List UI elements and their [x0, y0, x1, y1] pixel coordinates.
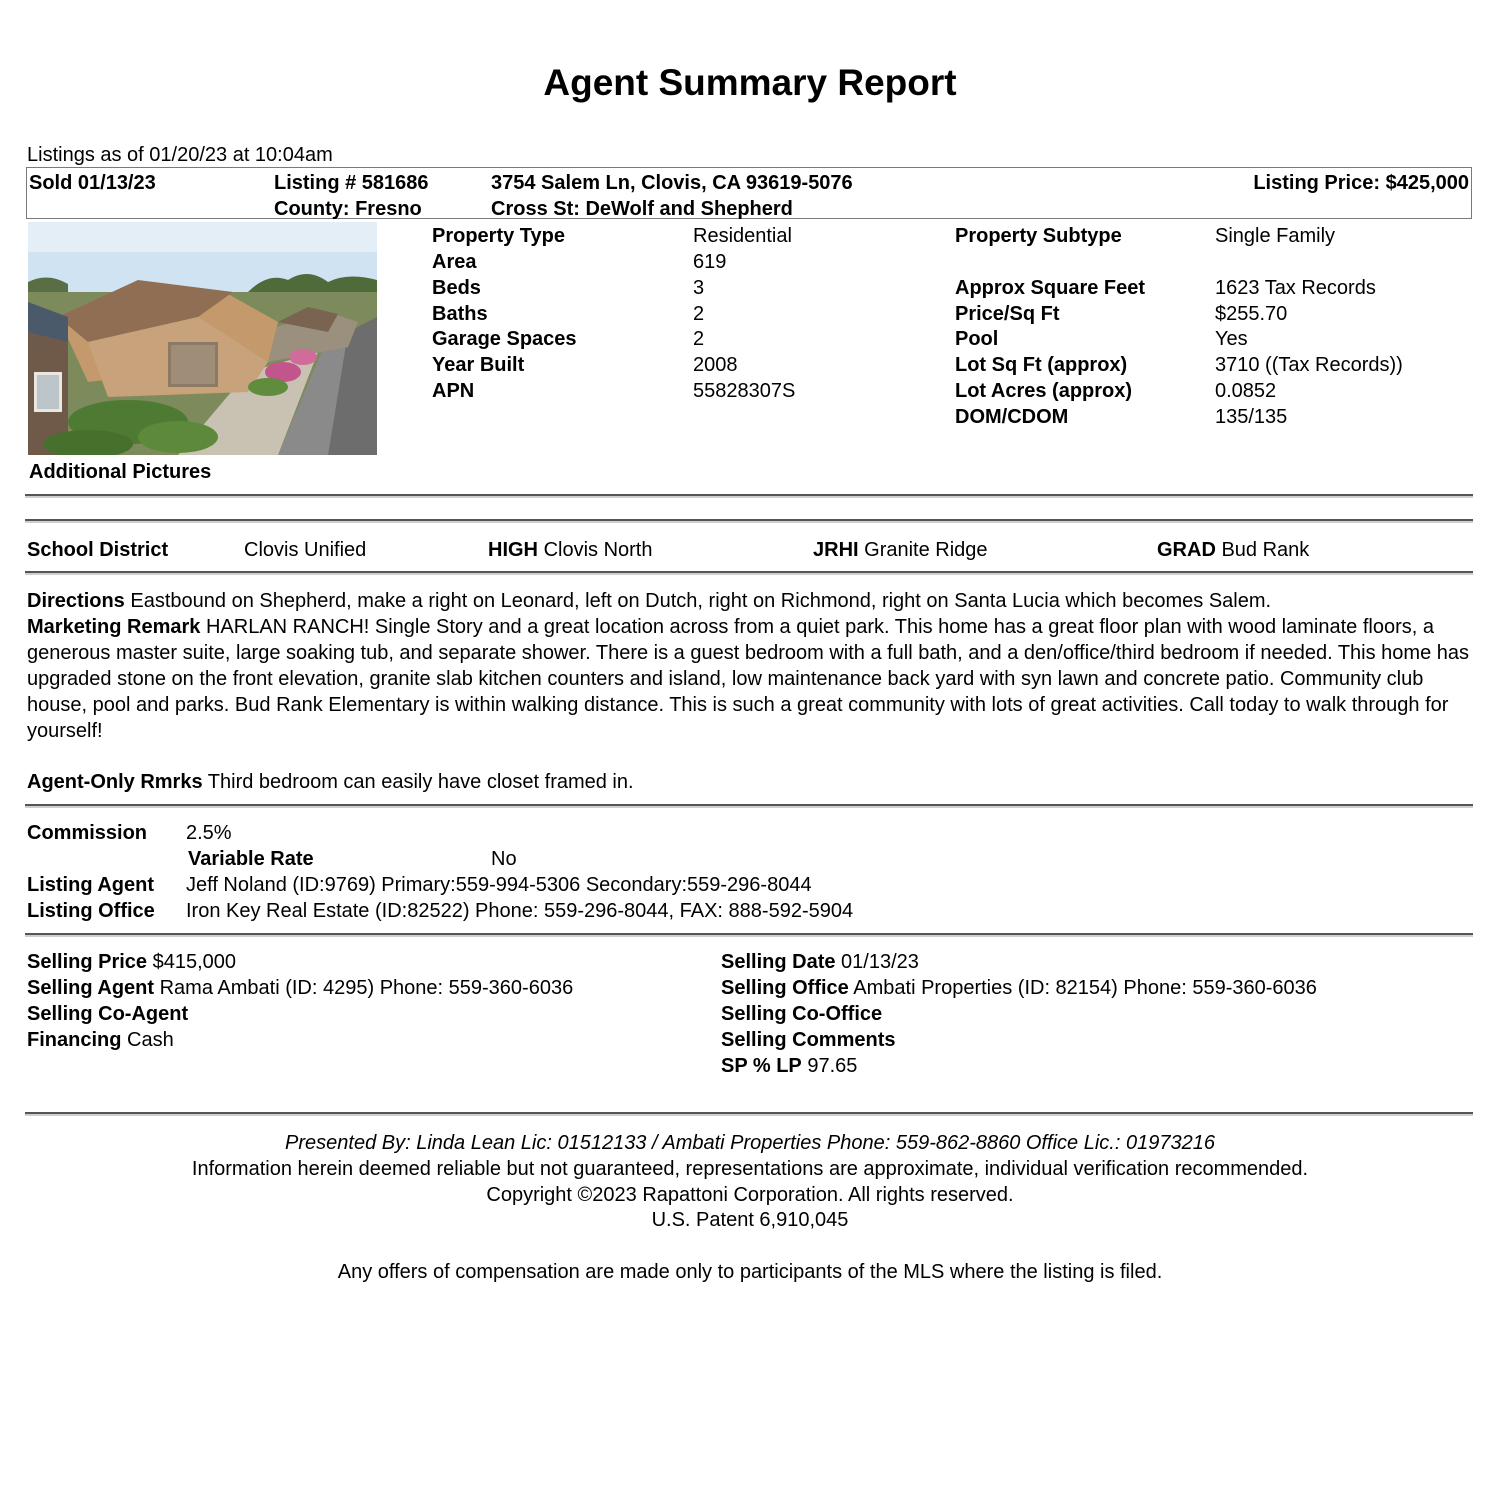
grad-value: Bud Rank [1221, 539, 1310, 561]
high-label: HIGH [488, 539, 538, 561]
detail-label: Area [432, 251, 477, 273]
house-photo-illustration [28, 222, 377, 455]
listing-agent-label: Listing Agent [27, 874, 155, 896]
detail-value: 3 [693, 277, 705, 299]
directions-text: Eastbound on Shepherd, make a right on Leonard, left on Dutch, right on Richmond, right on Santa Lucia which becomes Salem. [130, 590, 1272, 612]
selling-agent [27, 976, 573, 1000]
selling-comments-label: Selling Comments [721, 1029, 896, 1051]
detail-label: Baths [432, 303, 488, 325]
sp-lp [721, 1054, 857, 1078]
detail-value: 135/135 [1215, 406, 1288, 428]
directions-label: Directions [27, 590, 125, 612]
detail-label: Garage Spaces [432, 328, 577, 350]
detail-label: DOM/CDOM [955, 406, 1069, 428]
selling-office-label: Selling Office [721, 977, 849, 999]
sp-lp-value: 97.65 [807, 1055, 858, 1077]
county: County: Fresno [274, 198, 422, 220]
detail-value: 55828307S [693, 380, 796, 402]
commission-label: Commission [27, 822, 148, 844]
detail-label: APN [432, 380, 475, 402]
patent: U.S. Patent 6,910,045 [651, 1209, 849, 1231]
presented-by: Presented By: Linda Lean Lic: 01512133 / Ambati Properties Phone: 559-862-8860 Office Lic.: 01973216 [285, 1132, 1215, 1154]
selling-agent-value: Rama Ambati (ID: 4295) Phone: 559-360-6036 [159, 977, 574, 999]
detail-value: 0.0852 [1215, 380, 1277, 402]
grad-label: GRAD [1157, 539, 1216, 561]
agent-only-label: Agent-Only Rmrks [27, 771, 203, 793]
detail-label: Lot Sq Ft (approx) [955, 354, 1128, 376]
financing-label: Financing [27, 1029, 122, 1051]
selling-co-office-label: Selling Co-Office [721, 1003, 883, 1025]
listing-price: Listing Price: $425,000 [1253, 172, 1469, 194]
listing-header [26, 167, 1472, 219]
detail-label: Year Built [432, 354, 525, 376]
financing-value: Cash [127, 1029, 174, 1051]
detail-value: $255.70 [1215, 303, 1288, 325]
detail-value: Yes [1215, 328, 1248, 350]
selling-date-value: 01/13/23 [841, 951, 919, 973]
detail-value: 1623 Tax Records [1215, 277, 1376, 299]
financing [27, 1028, 174, 1052]
divider [25, 519, 1473, 521]
address: 3754 Salem Ln, Clovis, CA 93619-5076 [491, 172, 853, 194]
detail-value: 619 [693, 251, 727, 273]
detail-label: Lot Acres (approx) [955, 380, 1133, 402]
divider [25, 1112, 1473, 1114]
marketing-label: Marketing Remark [27, 616, 201, 638]
detail-value: Residential [693, 225, 792, 247]
compensation-notice: Any offers of compensation are made only to participants of the MLS where the listing is filed. [337, 1261, 1163, 1283]
school-district-label: School District [27, 539, 169, 561]
detail-label: Property Subtype [955, 225, 1122, 247]
listing-office-value: Iron Key Real Estate (ID:82522) Phone: 559-296-8044, FAX: 888-592-5904 [186, 900, 854, 922]
jr-high-school [813, 538, 988, 562]
cross-street: Cross St: DeWolf and Shepherd [491, 198, 793, 220]
agent-only-remarks [27, 769, 1479, 795]
detail-value: 2008 [693, 354, 738, 376]
jrhi-label: JRHI [813, 539, 859, 561]
high-value: Clovis North [543, 539, 653, 561]
selling-price-label: Selling Price [27, 951, 148, 973]
divider [25, 804, 1473, 806]
sp-lp-label: SP % LP [721, 1055, 802, 1077]
detail-label: Beds [432, 277, 481, 299]
detail-value: 2 [693, 303, 705, 325]
marketing-remark [27, 614, 1475, 744]
variable-rate-label: Variable Rate [188, 848, 314, 870]
detail-value: 2 [693, 328, 705, 350]
selling-office [721, 976, 1317, 1000]
detail-value: Single Family [1215, 225, 1336, 247]
commission-value: 2.5% [186, 822, 232, 844]
divider [25, 933, 1473, 935]
divider [25, 571, 1473, 573]
selling-co-agent-label: Selling Co-Agent [27, 1003, 189, 1025]
disclaimer: Information herein deemed reliable but not guaranteed, representations are approximate, individual verification recommended. [191, 1158, 1309, 1180]
grade-school [1157, 538, 1309, 562]
selling-price [27, 950, 236, 974]
variable-rate-value: No [491, 848, 517, 870]
school-district-value: Clovis Unified [244, 539, 367, 561]
jrhi-value: Granite Ridge [864, 539, 988, 561]
detail-value: 3710 ((Tax Records)) [1215, 354, 1403, 376]
listing-status: Sold 01/13/23 [29, 172, 156, 194]
selling-agent-label: Selling Agent [27, 977, 155, 999]
detail-label: Approx Square Feet [955, 277, 1146, 299]
detail-label: Property Type [432, 225, 565, 247]
detail-label: Pool [955, 328, 999, 350]
listing-office-label: Listing Office [27, 900, 155, 922]
selling-office-value: Ambati Properties (ID: 82154) Phone: 559-360-6036 [853, 977, 1317, 999]
listing-number: Listing # 581686 [274, 172, 429, 194]
marketing-text: HARLAN RANCH! Single Story and a great location across from a quiet park. This home has a great floor plan with wood laminate floors, a generous master suite, large soaking tub, and separate shower. There is a guest bedroom with a full bath, and a den/office/third bedroom if needed. This home has upgraded stone on the front elevation, granite slab kitchen counters and island, low maintenance back yard with syn lawn and concrete patio. Community club house, pool and parks. Bud Rank Elementary is within walking distance. This is such a great community with lots of great activities. Call today to walk through for yourself! [27, 616, 1469, 742]
copyright: Copyright ©2023 Rapattoni Corporation. All rights reserved. [486, 1184, 1014, 1206]
agent-only-text: Third bedroom can easily have closet framed in. [207, 771, 634, 793]
selling-price-value: $415,000 [152, 951, 237, 973]
property-photo[interactable] [28, 222, 377, 455]
directions [27, 588, 1479, 614]
selling-date-label: Selling Date [721, 951, 836, 973]
high-school [488, 538, 652, 562]
additional-pictures-link[interactable]: Additional Pictures [29, 461, 212, 483]
listing-agent-value: Jeff Noland (ID:9769) Primary:559-994-5306 Secondary:559-296-8044 [186, 874, 812, 896]
divider [25, 494, 1473, 496]
listings-as-of: Listings as of 01/20/23 at 10:04am [27, 144, 333, 166]
detail-label: Price/Sq Ft [955, 303, 1060, 325]
selling-date [721, 950, 919, 974]
report-title: Agent Summary Report [543, 62, 957, 103]
